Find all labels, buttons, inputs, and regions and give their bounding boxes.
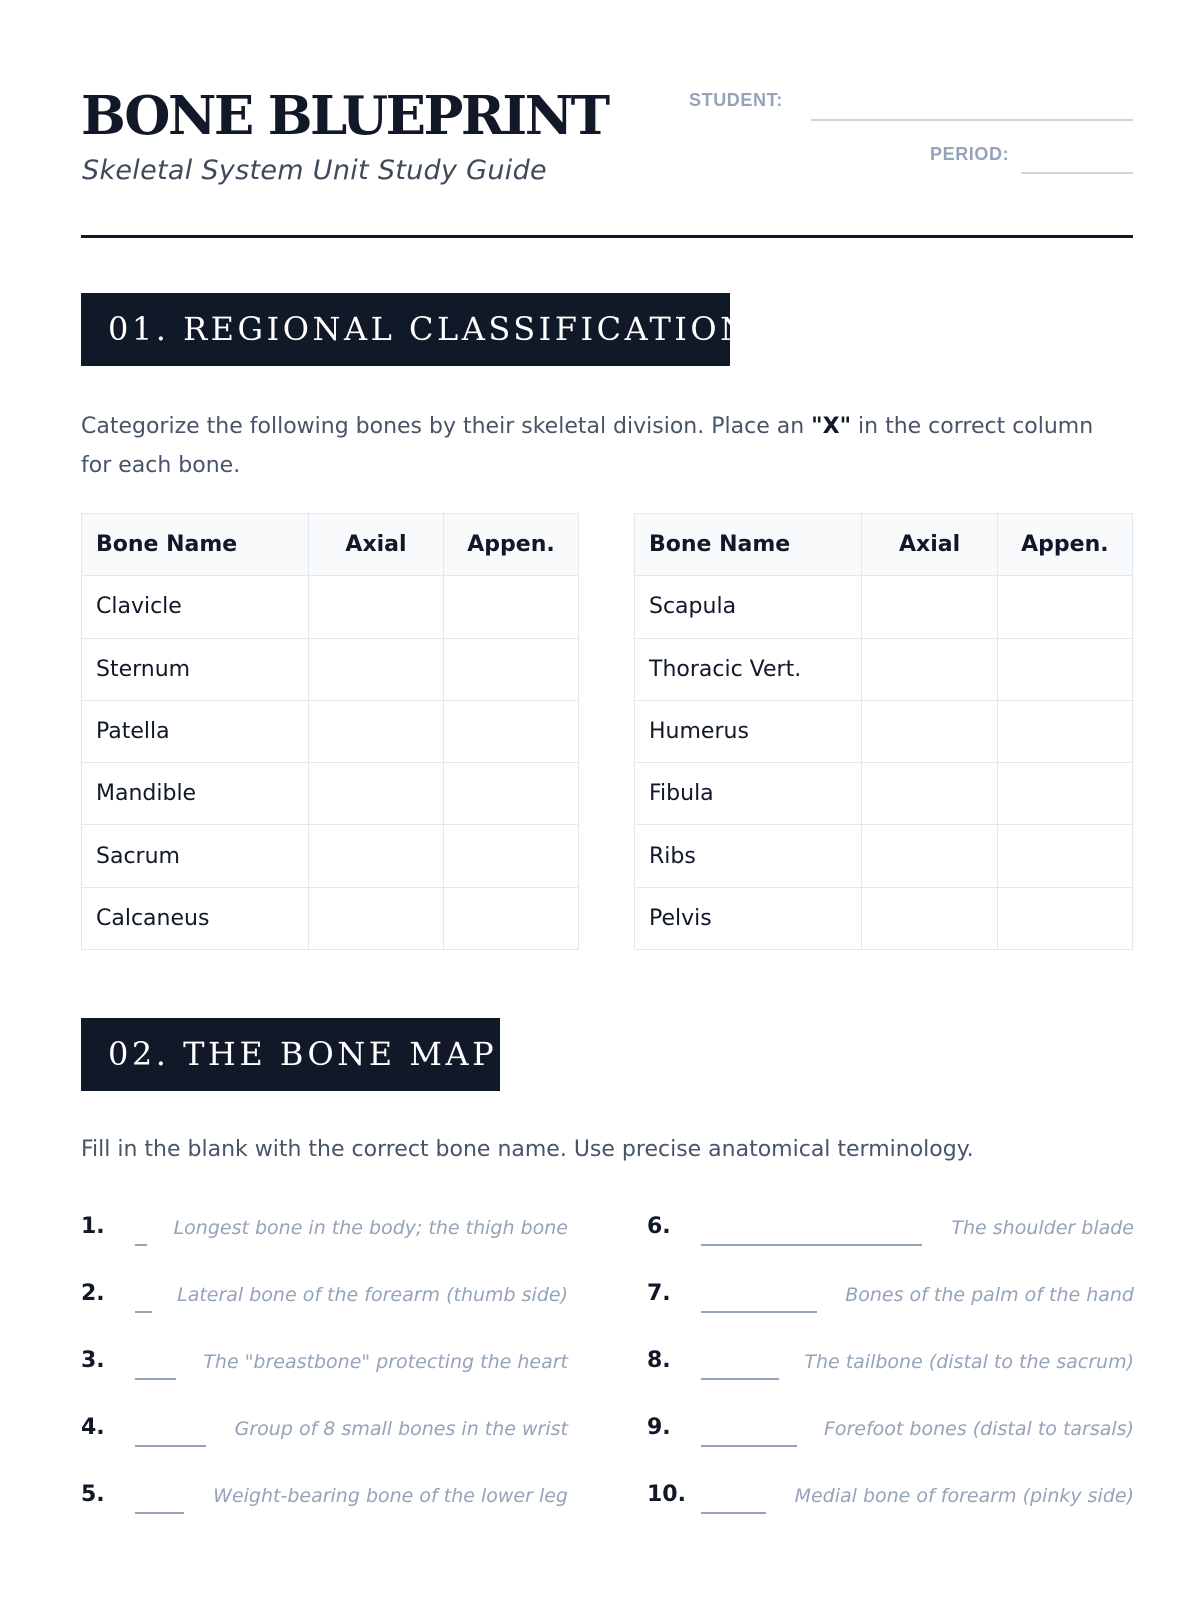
worksheet-page [81, 0, 1133, 1600]
section-heading-regional-classification: 01. REGIONAL CLASSIFICATION [81, 293, 730, 366]
appendicular-answer-cell[interactable] [444, 638, 579, 700]
appendicular-answer-cell[interactable] [444, 576, 579, 638]
question-hint: Forefoot bones (distal to tarsals) [823, 1418, 1134, 1440]
period-label: PERIOD: [930, 144, 1010, 164]
question-hint: Group of 8 small bones in the wrist [234, 1418, 568, 1440]
answer-blank[interactable] [701, 1311, 817, 1313]
table-row [635, 825, 1133, 887]
question-hint: Lateral bone of the forearm (thumb side) [177, 1284, 568, 1306]
answer-blank[interactable] [135, 1445, 206, 1447]
axial-answer-cell[interactable] [862, 825, 997, 887]
bone-name-cell: Mandible [82, 763, 309, 825]
question-number: 6. [647, 1214, 671, 1239]
axial-answer-cell[interactable] [309, 887, 444, 949]
header-divider [81, 235, 1133, 238]
fill-in-question [647, 1342, 1134, 1382]
appendicular-answer-cell[interactable] [997, 887, 1132, 949]
axial-answer-cell[interactable] [309, 576, 444, 638]
bone-name-cell: Humerus [635, 700, 862, 762]
classification-table-left [81, 513, 579, 950]
bone-name-cell: Clavicle [82, 576, 309, 638]
column-header-appendicular: Appen. [997, 514, 1132, 576]
fill-in-question [81, 1342, 568, 1382]
axial-answer-cell[interactable] [309, 700, 444, 762]
fill-in-question [647, 1409, 1134, 1449]
appendicular-answer-cell[interactable] [444, 887, 579, 949]
classification-table-right [634, 513, 1133, 950]
answer-blank[interactable] [135, 1244, 147, 1246]
column-header-axial: Axial [862, 514, 997, 576]
question-hint: The "breastbone" protecting the heart [203, 1351, 568, 1373]
table-row [82, 887, 579, 949]
table-header-row [635, 514, 1133, 576]
fill-in-question [647, 1208, 1134, 1248]
axial-answer-cell[interactable] [309, 825, 444, 887]
bone-name-cell: Ribs [635, 825, 862, 887]
appendicular-answer-cell[interactable] [997, 700, 1132, 762]
question-hint: Medial bone of forearm (pinky side) [794, 1485, 1134, 1507]
fill-in-question [81, 1275, 568, 1315]
question-hint: The tailbone (distal to the sacrum) [804, 1351, 1134, 1373]
axial-answer-cell[interactable] [862, 700, 997, 762]
column-header-bone-name: Bone Name [82, 514, 309, 576]
table-row [82, 576, 579, 638]
question-number: 1. [81, 1214, 105, 1239]
table-row [635, 887, 1133, 949]
fill-in-question [81, 1476, 568, 1516]
question-number: 4. [81, 1415, 105, 1440]
question-number: 3. [81, 1348, 105, 1373]
answer-blank[interactable] [701, 1378, 779, 1380]
appendicular-answer-cell[interactable] [997, 576, 1132, 638]
appendicular-answer-cell[interactable] [444, 763, 579, 825]
bone-name-cell: Calcaneus [82, 887, 309, 949]
table-header-row [82, 514, 579, 576]
question-number: 9. [647, 1415, 671, 1440]
table-row [635, 763, 1133, 825]
fill-in-question [647, 1476, 1134, 1516]
table-row [82, 763, 579, 825]
bone-name-cell: Thoracic Vert. [635, 638, 862, 700]
appendicular-answer-cell[interactable] [997, 825, 1132, 887]
fill-in-question [81, 1208, 568, 1248]
question-number: 7. [647, 1281, 671, 1306]
worksheet-title: BONE BLUEPRINT [81, 85, 608, 147]
table-row [82, 700, 579, 762]
student-label: STUDENT: [689, 90, 783, 110]
answer-blank[interactable] [701, 1445, 797, 1447]
table-row [82, 638, 579, 700]
bone-name-cell: Sternum [82, 638, 309, 700]
fill-in-question [81, 1409, 568, 1449]
answer-blank[interactable] [135, 1311, 152, 1313]
table-row [635, 576, 1133, 638]
table-row [635, 638, 1133, 700]
worksheet-subtitle: Skeletal System Unit Study Guide [82, 155, 547, 186]
appendicular-answer-cell[interactable] [444, 825, 579, 887]
x-mark-text: "X" [811, 414, 852, 439]
question-hint: Bones of the palm of the hand [845, 1284, 1134, 1306]
question-number: 2. [81, 1281, 105, 1306]
column-header-axial: Axial [309, 514, 444, 576]
period-field[interactable] [1021, 172, 1133, 174]
axial-answer-cell[interactable] [309, 638, 444, 700]
question-number: 10. [647, 1482, 686, 1507]
bone-name-cell: Sacrum [82, 825, 309, 887]
bone-name-cell: Patella [82, 700, 309, 762]
bone-name-cell: Pelvis [635, 887, 862, 949]
axial-answer-cell[interactable] [309, 763, 444, 825]
answer-blank[interactable] [135, 1512, 184, 1514]
question-hint: Longest bone in the body; the thigh bone [173, 1217, 568, 1239]
fill-in-question [647, 1275, 1134, 1315]
question-number: 8. [647, 1348, 671, 1373]
axial-answer-cell[interactable] [862, 638, 997, 700]
appendicular-answer-cell[interactable] [997, 763, 1132, 825]
column-header-bone-name: Bone Name [635, 514, 862, 576]
axial-answer-cell[interactable] [862, 576, 997, 638]
question-hint: Weight-bearing bone of the lower leg [213, 1485, 568, 1507]
table-row [82, 825, 579, 887]
bone-name-cell: Fibula [635, 763, 862, 825]
section-heading-bone-map: 02. THE BONE MAP [81, 1018, 500, 1091]
answer-blank[interactable] [701, 1512, 766, 1514]
question-number: 5. [81, 1482, 105, 1507]
answer-blank[interactable] [701, 1244, 922, 1246]
axial-answer-cell[interactable] [862, 763, 997, 825]
answer-blank[interactable] [135, 1378, 176, 1380]
appendicular-answer-cell[interactable] [444, 700, 579, 762]
axial-answer-cell[interactable] [862, 887, 997, 949]
appendicular-answer-cell[interactable] [997, 638, 1132, 700]
column-header-appendicular: Appen. [444, 514, 579, 576]
bone-name-cell: Scapula [635, 576, 862, 638]
section1-instructions: Categorize the following bones by their skeletal division. Place an "X" in the correct column for each bone. [81, 414, 1094, 478]
table-row [635, 700, 1133, 762]
section2-instructions: Fill in the blank with the correct bone name. Use precise anatomical terminology. [81, 1137, 974, 1162]
question-hint: The shoulder blade [951, 1217, 1134, 1239]
student-name-field[interactable] [811, 119, 1133, 121]
